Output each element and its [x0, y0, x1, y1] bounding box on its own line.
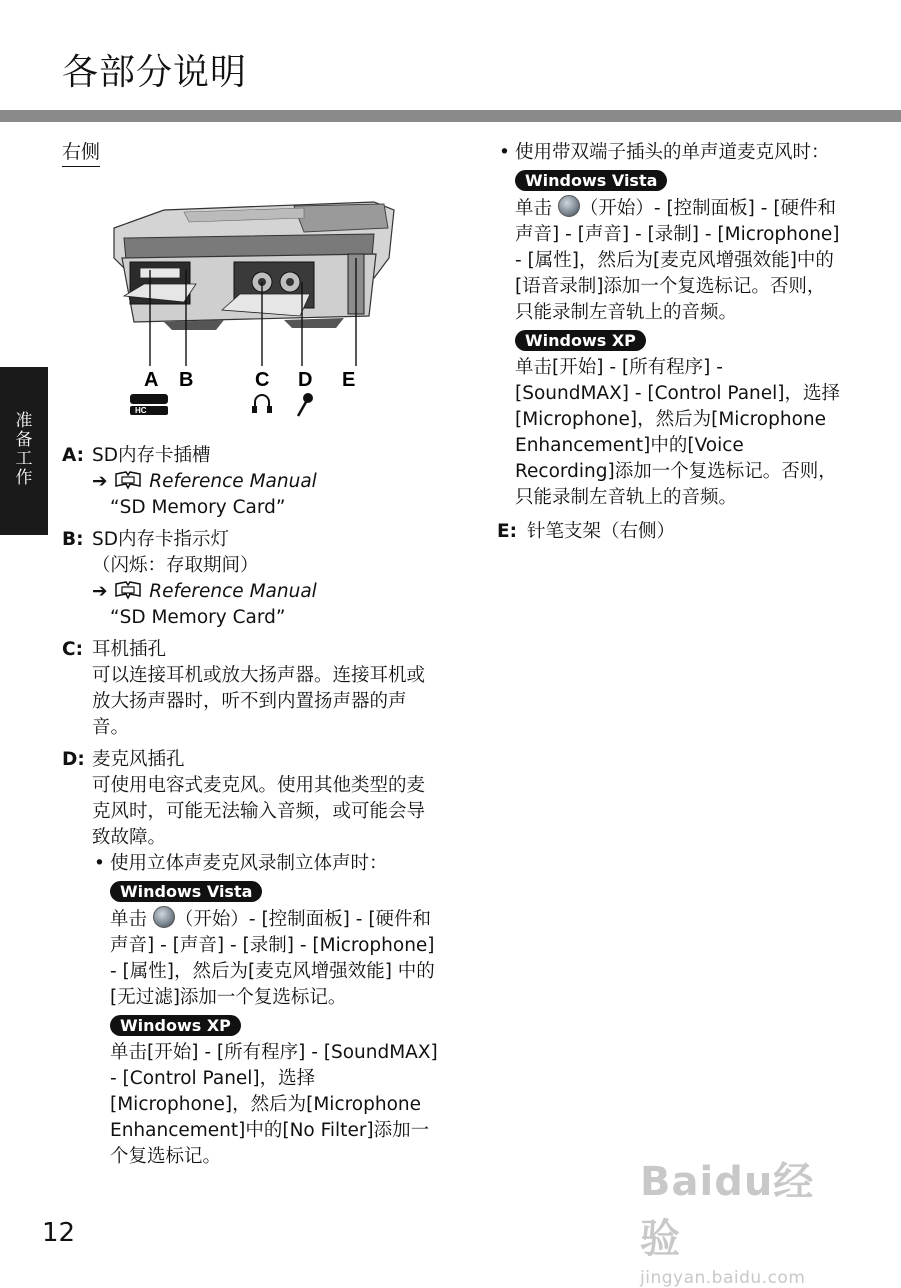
vista-instructions: （开始）- [控制面板] - [硬件和声音] - [声音] - [录制] - [Microphone] - [属性]，然后为[麦克风增强效能]中的[语音录制]添加一个复选标记。否则，只能录制左音轨上的音频。 — [515, 198, 840, 323]
item-title: 麦克风插孔 — [92, 749, 185, 770]
side-tab — [0, 367, 48, 535]
microphone-icon — [298, 393, 313, 416]
click-word: 单击 — [110, 909, 148, 930]
windows-xp-badge: Windows XP — [110, 1015, 241, 1036]
watermark-logo: Baidu经验 — [640, 1159, 815, 1262]
figure-label-e: E — [342, 369, 356, 391]
sdhc-logo — [130, 394, 168, 415]
item-e — [497, 519, 842, 545]
svg-text:HC: HC — [135, 406, 147, 415]
watermark — [640, 1150, 845, 1288]
page-number: 12 — [42, 1218, 76, 1248]
reference-manual-icon — [113, 471, 143, 491]
ref-topic: “SD Memory Card” — [110, 607, 286, 628]
figure-label-c: C — [255, 369, 270, 391]
xp-instructions: 单击[开始] - [所有程序] - [SoundMAX] - [Control Panel]，选择[Microphone]，然后为[Microphone Enhancement]中的[No Filter]添加一个复选标记。 — [110, 1042, 438, 1167]
item-d — [62, 747, 442, 1170]
ref-title: Reference Manual — [149, 471, 317, 492]
item-title: SD内存卡插槽 — [92, 445, 211, 466]
item-label: D: — [62, 749, 85, 770]
item-b — [62, 527, 442, 631]
item-title: 耳机插孔 — [92, 639, 167, 660]
arrow-icon: ➔ — [92, 471, 108, 492]
windows-xp-badge: Windows XP — [515, 330, 646, 351]
item-desc: 可以连接耳机或放大扬声器。连接耳机或放大扬声器时，听不到内置扬声器的声音。 — [92, 665, 426, 738]
click-word: 单击 — [515, 198, 553, 219]
side-tab-char: 工 — [15, 449, 33, 469]
item-label: C: — [62, 639, 83, 660]
ref-title: Reference Manual — [149, 581, 317, 602]
section-heading: 右侧 — [62, 137, 100, 167]
watermark-url: jingyan.baidu.com — [640, 1268, 806, 1288]
figure-label-a: A — [144, 369, 159, 391]
item-title: SD内存卡指示灯 — [92, 529, 229, 550]
figure-label-d: D — [298, 369, 313, 391]
side-tab-char: 备 — [15, 430, 33, 450]
bullet-text: • 使用带双端子插头的单声道麦克风时： — [497, 140, 842, 166]
page-title: 各部分说明 — [62, 52, 248, 93]
arrow-icon: ➔ — [92, 581, 108, 602]
device-figure — [104, 198, 404, 420]
right-column — [497, 140, 842, 551]
windows-start-icon — [153, 906, 175, 928]
item-label: A: — [62, 445, 85, 466]
item-note: （闪烁：存取期间） — [92, 555, 259, 576]
xp-instructions: 单击[开始] - [所有程序] - [SoundMAX] - [Control Panel]，选择[Microphone]，然后为[Microphone Enhancement]中的[Voice Recording]添加一个复选标记。否则，只能录制左音轨上的音频。 — [515, 357, 841, 508]
windows-start-icon — [558, 195, 580, 217]
ref-topic: “SD Memory Card” — [110, 497, 286, 518]
item-c — [62, 637, 442, 741]
figure-label-b: B — [179, 369, 194, 391]
side-tab-char: 准 — [15, 411, 33, 431]
left-column — [62, 443, 442, 1176]
side-tab-char: 作 — [15, 468, 33, 488]
windows-vista-badge: Windows Vista — [110, 881, 262, 902]
header-rule — [0, 110, 901, 122]
reference-manual-icon — [113, 581, 143, 601]
bullet-text: • 使用立体声麦克风录制立体声时： — [92, 851, 442, 877]
item-title: 针笔支架（右侧） — [527, 521, 676, 542]
item-label: B: — [62, 529, 84, 550]
vista-instructions: （开始）- [控制面板] - [硬件和声音] - [声音] - [录制] - [Microphone] - [属性]，然后为[麦克风增强效能] 中的[无过滤]添加一个复选标记。 — [110, 909, 435, 1008]
headphone-icon — [252, 395, 272, 413]
item-label: E: — [497, 521, 518, 542]
windows-vista-badge: Windows Vista — [515, 170, 667, 191]
item-desc: 可使用电容式麦克风。使用其他类型的麦克风时，可能无法输入音频，或可能会导致故障。 — [92, 775, 426, 848]
item-a — [62, 443, 442, 521]
